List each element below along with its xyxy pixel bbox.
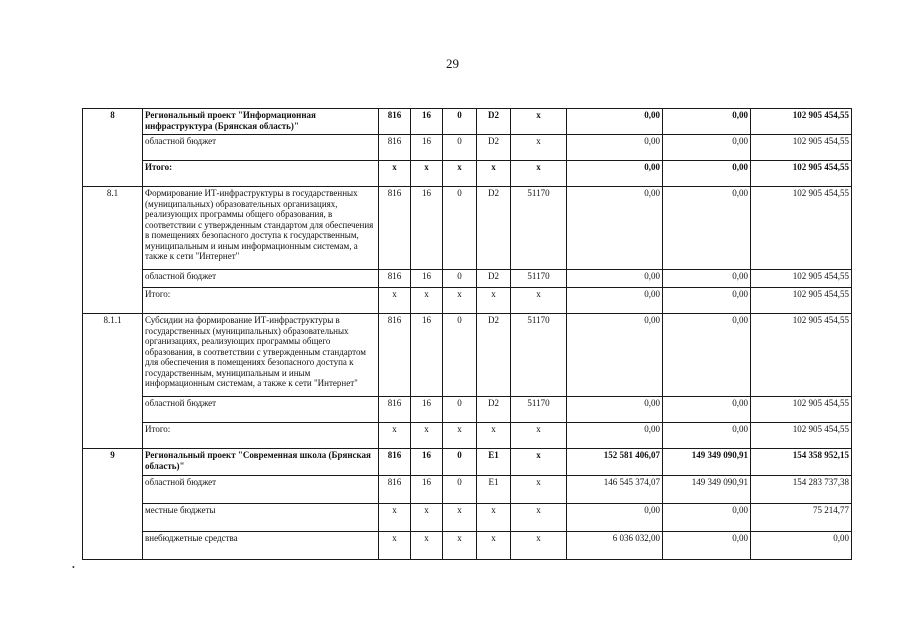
code-rz: 16	[411, 314, 443, 397]
table-row	[83, 397, 852, 423]
code-pr: х	[443, 423, 477, 449]
row-number: 9	[83, 449, 143, 560]
code-rz: х	[411, 288, 443, 314]
code-pr: 0	[443, 314, 477, 397]
code-grbs: х	[379, 423, 411, 449]
amount-3: 102 905 454,55	[751, 161, 852, 187]
amount-2: 0,00	[663, 270, 751, 288]
amount-2: 149 349 090,91	[663, 476, 751, 504]
code-grbs: 816	[379, 187, 411, 270]
code-project: E1	[477, 476, 511, 504]
code-rz: 16	[411, 187, 443, 270]
code-pr: 0	[443, 109, 477, 135]
amount-2: 0,00	[663, 314, 751, 397]
table-row	[83, 423, 852, 449]
amount-3: 154 358 952,15	[751, 449, 852, 476]
row-number: 8	[83, 109, 143, 187]
code-pr: х	[443, 288, 477, 314]
amount-2: 0,00	[663, 532, 751, 560]
amount-2: 0,00	[663, 161, 751, 187]
table-row	[83, 161, 852, 187]
code-grbs: 816	[379, 135, 411, 161]
amount-1: 0,00	[567, 270, 663, 288]
code-direction: х	[511, 423, 567, 449]
code-direction: 51170	[511, 187, 567, 270]
code-pr: 0	[443, 397, 477, 423]
code-rz: х	[411, 532, 443, 560]
code-project: х	[477, 504, 511, 532]
code-pr: 0	[443, 449, 477, 476]
code-pr: х	[443, 532, 477, 560]
amount-1: 0,00	[567, 423, 663, 449]
scan-mark: •	[72, 563, 75, 572]
amount-1: 0,00	[567, 288, 663, 314]
row-name: Субсидии на формирование ИТ-инфраструктуры в государственных (муниципальных) образовательных организациях, реализующих программы общего образования, в соответствии с утвержденным стандартом для обеспечения в помещениях безопасного доступа к государственным, муниципальным и иным информационным системам, а также к сети "Интернет"	[143, 314, 379, 397]
code-pr: х	[443, 504, 477, 532]
code-direction: х	[511, 504, 567, 532]
row-name: Итого:	[143, 161, 379, 187]
code-project: D2	[477, 397, 511, 423]
code-rz: 16	[411, 476, 443, 504]
amount-2: 0,00	[663, 109, 751, 135]
amount-2: 0,00	[663, 135, 751, 161]
code-grbs: 816	[379, 314, 411, 397]
amount-1: 152 581 406,07	[567, 449, 663, 476]
amount-1: 0,00	[567, 109, 663, 135]
row-name: областной бюджет	[143, 397, 379, 423]
code-project: х	[477, 288, 511, 314]
amount-2: 0,00	[663, 288, 751, 314]
code-grbs: х	[379, 161, 411, 187]
row-name: областной бюджет	[143, 135, 379, 161]
code-grbs: 816	[379, 476, 411, 504]
code-direction: х	[511, 288, 567, 314]
amount-1: 0,00	[567, 135, 663, 161]
table-row	[83, 314, 852, 397]
row-name: Региональный проект "Информационная инфраструктура (Брянская область)"	[143, 109, 379, 135]
code-rz: х	[411, 423, 443, 449]
amount-3: 75 214,77	[751, 504, 852, 532]
code-direction: 51170	[511, 270, 567, 288]
code-pr: 0	[443, 187, 477, 270]
code-direction: х	[511, 135, 567, 161]
code-pr: 0	[443, 476, 477, 504]
amount-1: 0,00	[567, 314, 663, 397]
code-rz: х	[411, 161, 443, 187]
row-name: местные бюджеты	[143, 504, 379, 532]
code-rz: х	[411, 504, 443, 532]
table-row	[83, 288, 852, 314]
amount-1: 0,00	[567, 397, 663, 423]
table-row	[83, 449, 852, 476]
code-rz: 16	[411, 449, 443, 476]
amount-3: 0,00	[751, 532, 852, 560]
code-rz: 16	[411, 109, 443, 135]
code-project: D2	[477, 187, 511, 270]
amount-1: 0,00	[567, 187, 663, 270]
amount-1: 146 545 374,07	[567, 476, 663, 504]
table-row	[83, 532, 852, 560]
code-direction: 51170	[511, 314, 567, 397]
code-grbs: х	[379, 288, 411, 314]
amount-3: 102 905 454,55	[751, 109, 852, 135]
row-name: внебюджетные средства	[143, 532, 379, 560]
code-project: D2	[477, 109, 511, 135]
amount-2: 0,00	[663, 423, 751, 449]
code-grbs: 816	[379, 449, 411, 476]
code-grbs: х	[379, 504, 411, 532]
code-project: х	[477, 532, 511, 560]
row-name: Итого:	[143, 288, 379, 314]
table-row	[83, 270, 852, 288]
code-rz: 16	[411, 397, 443, 423]
row-name: областной бюджет	[143, 270, 379, 288]
code-grbs: 816	[379, 397, 411, 423]
amount-2: 0,00	[663, 187, 751, 270]
amount-3: 102 905 454,55	[751, 314, 852, 397]
code-project: E1	[477, 449, 511, 476]
table-row	[83, 504, 852, 532]
amount-2: 149 349 090,91	[663, 449, 751, 476]
row-name: Формирование ИТ-инфраструктуры в государственных (муниципальных) образовательных организациях, реализующих программы общего образования, в соответствии с утвержденным стандартом для обеспечения в помещениях безопасного доступа к государственным, муниципальным и иным информационным системам, а также к сети "Интернет"	[143, 187, 379, 270]
amount-3: 102 905 454,55	[751, 135, 852, 161]
table-row	[83, 109, 852, 135]
amount-3: 102 905 454,55	[751, 288, 852, 314]
code-project: D2	[477, 314, 511, 397]
code-direction: х	[511, 161, 567, 187]
code-project: D2	[477, 135, 511, 161]
amount-3: 154 283 737,38	[751, 476, 852, 504]
code-grbs: 816	[379, 109, 411, 135]
code-pr: х	[443, 161, 477, 187]
amount-2: 0,00	[663, 397, 751, 423]
amount-1: 6 036 032,00	[567, 532, 663, 560]
code-pr: 0	[443, 270, 477, 288]
code-grbs: х	[379, 532, 411, 560]
code-direction: х	[511, 532, 567, 560]
amount-3: 102 905 454,55	[751, 423, 852, 449]
row-number: 8.1.1	[83, 314, 143, 449]
row-number: 8.1	[83, 187, 143, 314]
code-pr: 0	[443, 135, 477, 161]
code-project: х	[477, 161, 511, 187]
amount-3: 102 905 454,55	[751, 270, 852, 288]
code-direction: х	[511, 449, 567, 476]
code-direction: х	[511, 109, 567, 135]
code-project: х	[477, 423, 511, 449]
table-row	[83, 187, 852, 270]
code-rz: 16	[411, 270, 443, 288]
amount-3: 102 905 454,55	[751, 187, 852, 270]
page-number: 29	[446, 56, 459, 71]
amount-3: 102 905 454,55	[751, 397, 852, 423]
code-rz: 16	[411, 135, 443, 161]
table-row	[83, 476, 852, 504]
code-direction: х	[511, 476, 567, 504]
amount-1: 0,00	[567, 504, 663, 532]
table-row	[83, 135, 852, 161]
amount-1: 0,00	[567, 161, 663, 187]
code-project: D2	[477, 270, 511, 288]
budget-table	[82, 108, 852, 560]
amount-2: 0,00	[663, 504, 751, 532]
row-name: областной бюджет	[143, 476, 379, 504]
row-name: Региональный проект "Современная школа (Брянская область)"	[143, 449, 379, 476]
row-name: Итого:	[143, 423, 379, 449]
code-grbs: 816	[379, 270, 411, 288]
code-direction: 51170	[511, 397, 567, 423]
